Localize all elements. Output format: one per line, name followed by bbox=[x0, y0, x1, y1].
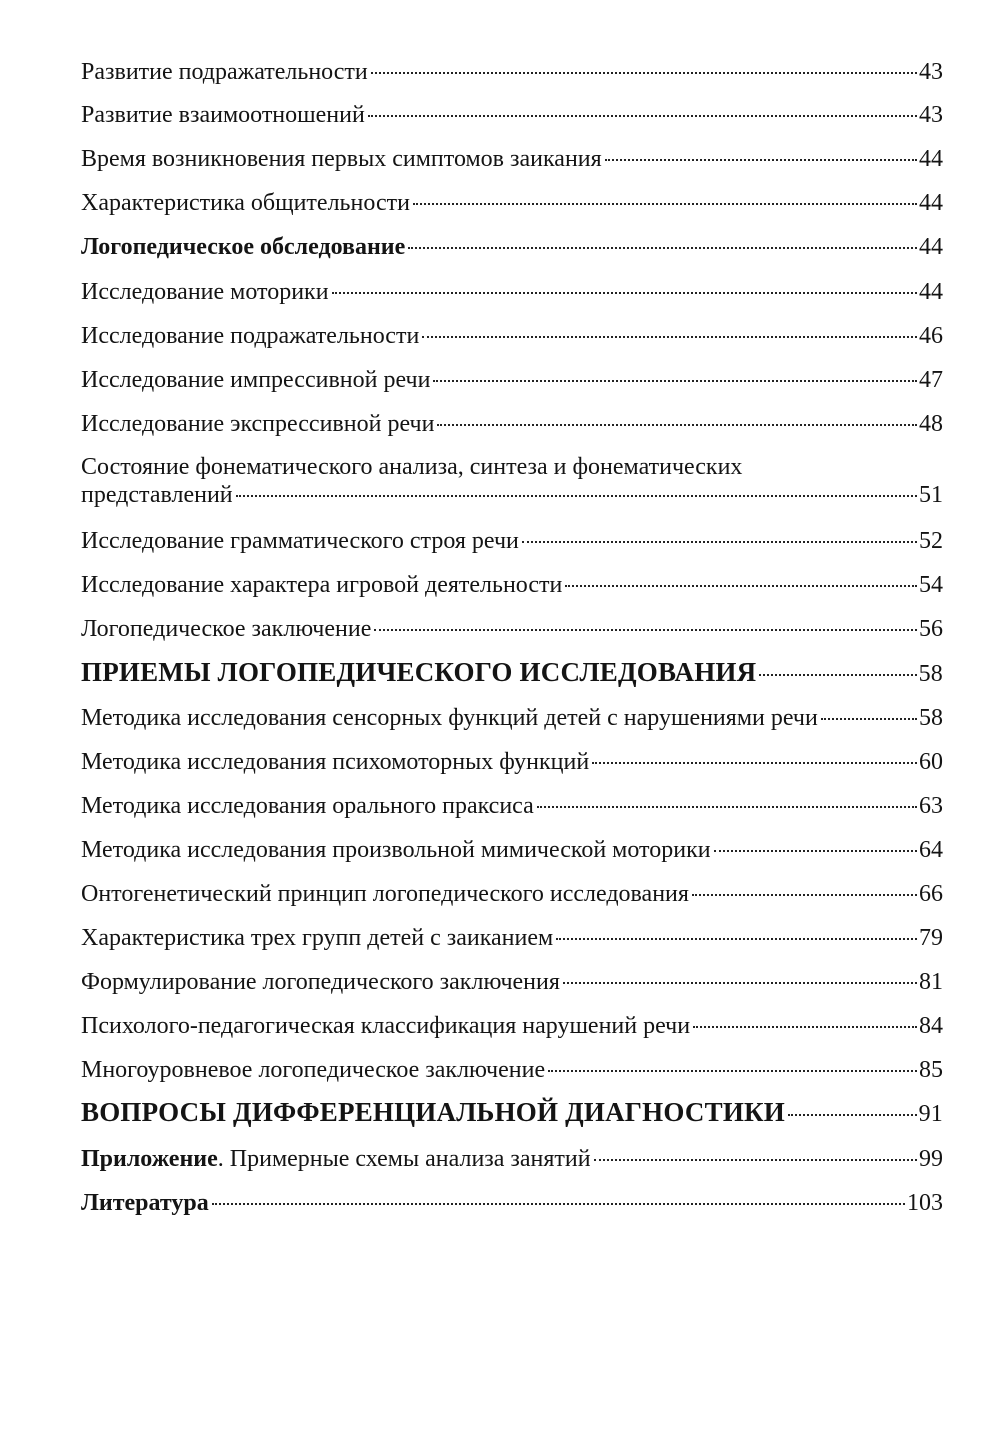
toc-entry-title: Логопедическое заключение bbox=[81, 616, 372, 642]
dot-leader bbox=[236, 495, 917, 497]
toc-entry-page: 63 bbox=[919, 793, 943, 819]
toc-entry-page: 64 bbox=[919, 837, 943, 863]
toc-entry-page: 85 bbox=[919, 1057, 943, 1083]
toc-entry bbox=[81, 58, 943, 86]
toc-entry-title: Методика исследования сенсорных функций детей с нарушениями речи bbox=[81, 705, 818, 731]
toc-entry-title: Исследование подражательности bbox=[81, 323, 420, 349]
toc-entry-title: Психолого-педагогическая классификация нарушений речи bbox=[81, 1013, 691, 1039]
toc-entry-title: Многоуровневое логопедическое заключение bbox=[81, 1057, 546, 1083]
toc-entry-page: 44 bbox=[919, 190, 943, 216]
toc-entry-page: 58 bbox=[918, 661, 943, 687]
toc-entry-title bbox=[81, 1145, 591, 1173]
dot-leader bbox=[592, 762, 917, 764]
toc-entry-title: Исследование характера игровой деятельности bbox=[81, 572, 563, 598]
toc-entry-title: Логопедическое обследование bbox=[81, 234, 406, 260]
toc-entry-page: 81 bbox=[919, 969, 943, 995]
toc-entry-page: 79 bbox=[919, 925, 943, 951]
toc-entry bbox=[81, 968, 943, 996]
toc-entry-title: Исследование экспрессивной речи bbox=[81, 411, 435, 437]
dot-leader bbox=[605, 159, 917, 161]
toc-entry-title: Онтогенетический принцип логопедического исследования bbox=[81, 881, 689, 907]
toc-entry-page: 47 bbox=[919, 367, 943, 393]
dot-leader bbox=[594, 1159, 917, 1161]
toc-entry-page: 56 bbox=[919, 616, 943, 642]
dot-leader bbox=[433, 380, 917, 382]
toc-entry bbox=[81, 366, 943, 394]
toc-entry-title-bold: Приложение bbox=[81, 1146, 218, 1172]
toc-entry bbox=[81, 704, 943, 732]
dot-leader bbox=[759, 674, 916, 676]
toc-entry bbox=[81, 145, 943, 173]
dot-leader bbox=[422, 336, 917, 338]
dot-leader bbox=[437, 424, 917, 426]
toc-entry-page: 99 bbox=[919, 1146, 943, 1172]
toc-entry bbox=[81, 748, 943, 776]
dot-leader bbox=[692, 894, 917, 896]
toc-entry-page: 46 bbox=[919, 323, 943, 349]
toc-entry-page: 103 bbox=[907, 1190, 943, 1216]
dot-leader bbox=[565, 585, 917, 587]
toc-entry-title-line2: представлений bbox=[81, 482, 233, 508]
dot-leader bbox=[788, 1114, 917, 1116]
toc-entry bbox=[81, 792, 943, 820]
toc-entry-title: Развитие взаимоотношений bbox=[81, 102, 365, 128]
toc-entry-title: Характеристика общительности bbox=[81, 190, 410, 216]
toc-entry bbox=[81, 233, 943, 261]
toc-entry bbox=[81, 527, 943, 555]
toc-entry-page: 60 bbox=[919, 749, 943, 775]
toc-entry bbox=[81, 880, 943, 908]
toc-entry-page: 84 bbox=[919, 1013, 943, 1039]
toc-entry-title-line1: Состояние фонематического анализа, синтеза и фонематических bbox=[81, 454, 743, 480]
dot-leader bbox=[408, 247, 917, 249]
toc-entry-page: 43 bbox=[919, 102, 943, 128]
toc-entry-title: Исследование импрессивной речи bbox=[81, 367, 431, 393]
toc-entry bbox=[81, 1189, 943, 1217]
dot-leader bbox=[374, 629, 917, 631]
toc-entry bbox=[81, 836, 943, 864]
toc-entry-title: Методика исследования орального праксиса bbox=[81, 793, 534, 819]
dot-leader bbox=[332, 292, 917, 294]
toc-entry-page: 44 bbox=[919, 146, 943, 172]
toc-entry-title-rest: . Примерные схемы анализа занятий bbox=[217, 1146, 591, 1172]
dot-leader bbox=[212, 1203, 905, 1205]
toc-entry-title: ВОПРОСЫ ДИФФЕРЕНЦИАЛЬНОЙ ДИАГНОСТИКИ bbox=[81, 1097, 786, 1127]
toc-entry bbox=[81, 924, 943, 952]
toc-entry-page: 52 bbox=[919, 528, 943, 554]
toc-entry-page: 54 bbox=[919, 572, 943, 598]
toc-entry-page: 91 bbox=[918, 1101, 943, 1127]
toc-entry-title: Литература bbox=[81, 1190, 209, 1216]
toc-entry bbox=[81, 1056, 943, 1084]
toc-entry-title: Методика исследования произвольной мимической моторики bbox=[81, 837, 711, 863]
toc-entry-title: Исследование моторики bbox=[81, 279, 329, 305]
dot-leader bbox=[537, 806, 917, 808]
dot-leader bbox=[563, 982, 917, 984]
dot-leader bbox=[522, 541, 917, 543]
toc-entry-page: 51 bbox=[919, 482, 943, 508]
toc-entry-page: 58 bbox=[919, 705, 943, 731]
toc-entry-page: 48 bbox=[919, 411, 943, 437]
toc-entry bbox=[81, 189, 943, 217]
toc-entry-title: Формулирование логопедического заключения bbox=[81, 969, 560, 995]
dot-leader bbox=[714, 850, 917, 852]
toc-section-heading bbox=[81, 1098, 943, 1128]
toc-entry-page: 44 bbox=[919, 279, 943, 305]
toc-entry bbox=[81, 453, 943, 509]
toc-entry-page: 44 bbox=[919, 234, 943, 260]
toc-entry bbox=[81, 322, 943, 350]
dot-leader bbox=[693, 1026, 917, 1028]
toc-entry-title: Развитие подражательности bbox=[81, 59, 368, 85]
dot-leader bbox=[371, 72, 917, 74]
toc-entry bbox=[81, 101, 943, 129]
dot-leader bbox=[821, 718, 917, 720]
toc-entry-page: 66 bbox=[919, 881, 943, 907]
dot-leader bbox=[368, 115, 917, 117]
toc-entry bbox=[81, 1145, 943, 1173]
toc-entry-title: ПРИЕМЫ ЛОГОПЕДИЧЕСКОГО ИССЛЕДОВАНИЯ bbox=[81, 657, 757, 687]
toc-section-heading bbox=[81, 658, 943, 688]
dot-leader bbox=[556, 938, 917, 940]
toc-entry bbox=[81, 410, 943, 438]
toc-entry bbox=[81, 278, 943, 306]
toc-entry-page: 43 bbox=[919, 59, 943, 85]
toc-entry-title: Время возникновения первых симптомов заикания bbox=[81, 146, 602, 172]
toc-entry bbox=[81, 615, 943, 643]
toc-entry bbox=[81, 1012, 943, 1040]
toc-entry-line2 bbox=[81, 481, 943, 509]
dot-leader bbox=[413, 203, 917, 205]
toc-entry-title: Методика исследования психомоторных функций bbox=[81, 749, 590, 775]
toc-entry-title: Исследование грамматического строя речи bbox=[81, 528, 519, 554]
toc-entry bbox=[81, 571, 943, 599]
toc-entry-title: Характеристика трех групп детей с заиканием bbox=[81, 925, 554, 951]
dot-leader bbox=[548, 1070, 917, 1072]
